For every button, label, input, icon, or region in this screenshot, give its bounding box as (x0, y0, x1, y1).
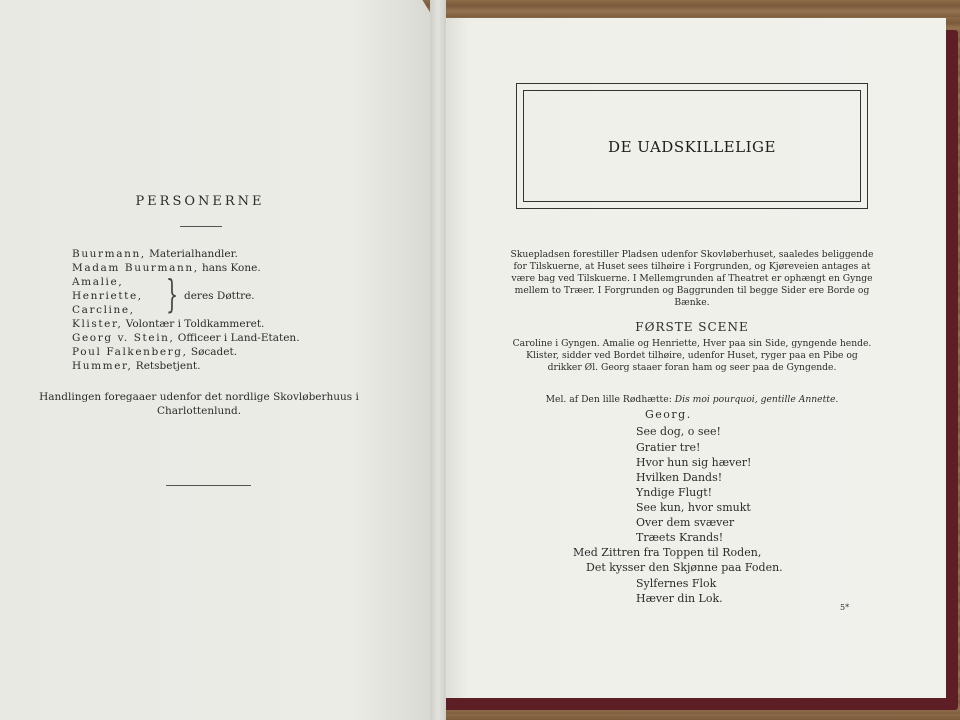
verse-line: Hvor hun sig hæver! (636, 456, 752, 469)
cast-entry (72, 276, 123, 288)
verse-line: See dog, o see! (636, 425, 721, 438)
verse-line: Træets Krands! (636, 531, 724, 544)
play-title: DE UADSKILLELIGE (608, 138, 776, 156)
daughters-label: deres Døttre. (184, 290, 255, 302)
cast-entry (72, 248, 238, 260)
cast-entry (72, 360, 200, 372)
verse-line: Over dem svæver (636, 516, 735, 529)
cast-name: Klister, (72, 318, 123, 330)
cast-role: Materialhandler. (149, 248, 238, 260)
cast-entry (72, 290, 143, 302)
cast-name: Amalie, (72, 276, 124, 288)
cast-role: Søcadet. (190, 346, 238, 358)
cast-entry (72, 332, 300, 344)
speaker-name: Georg. (645, 408, 692, 421)
cast-entry (72, 346, 237, 358)
cast-name: Carcline, (72, 304, 135, 316)
cast-name: Georg v. Stein, (72, 332, 175, 344)
melody-title: Dis moi pourquoi, gentille Annette. (674, 394, 839, 405)
brace: } (166, 272, 179, 316)
cast-name: Poul Falkenberg, (72, 346, 188, 358)
page-number: 5* (840, 603, 850, 612)
cast-name: Buurmann, (72, 248, 146, 260)
cast-name: Madam Buurmann, (72, 262, 199, 274)
melody-prefix: Mel. af Den lille Rødhætte: (545, 394, 672, 405)
title-rule (180, 226, 222, 227)
verse-line: Gratier tre! (636, 441, 701, 454)
ornament-rule (166, 485, 251, 486)
verse-line: Yndige Flugt! (636, 486, 713, 499)
cast-title: PERSONERNE (135, 194, 265, 209)
verse-line: Med Zittren fra Toppen til Roden, (573, 546, 762, 559)
cast-role: Volontær i Toldkammeret. (125, 318, 265, 330)
scene-heading: FØRSTE SCENE (635, 320, 749, 334)
setting-note: Handlingen foregaaer udenfor det nordlige Skovløberhuus i Charlottenlund. (39, 391, 359, 417)
cast-entry (72, 318, 264, 330)
verse-line: Det kysser den Skjønne paa Foden. (586, 561, 783, 574)
verse-line: See kun, hvor smukt (636, 501, 751, 514)
cast-entry (72, 304, 135, 316)
scene-description: Skuepladsen forestiller Pladsen udenfor Skovløberhuset, saaledes beliggende for Tilskuerne, at Huset sees tilhøire i Forgrunden, og Kjøreveien antages at være bag ved Tilskuerne. I Mellemgrunden af Theatret er ophængt en Gynge mellem to Træer. I Forgrunden og Baggrunden til begge Sider ere Borde og Bænke. (510, 249, 874, 308)
cast-role: Retsbetjent. (135, 360, 201, 372)
scene-text: Caroline i Gyngen. Amalie og Henriette, Hver paa sin Side, gyngende hende. Klister, sidder ved Bordet tilhøire, udenfor Huset, ryger paa en Pibe og drikker Øl. Georg staaer foran ham og seer paa de Gyngende. (512, 338, 872, 373)
verse-line: Hæver din Lok. (636, 592, 723, 605)
cast-role: Officeer i Land-Etaten. (177, 332, 300, 344)
book-gutter (430, 0, 446, 720)
melody-line (510, 394, 874, 405)
verse-line: Hvilken Dands! (636, 471, 723, 484)
cast-role: hans Kone. (201, 262, 261, 274)
verse-line: Sylfernes Flok (636, 577, 717, 590)
left-page (0, 0, 440, 720)
cast-name: Henriette, (72, 290, 143, 302)
cast-name: Hummer, (72, 360, 133, 372)
